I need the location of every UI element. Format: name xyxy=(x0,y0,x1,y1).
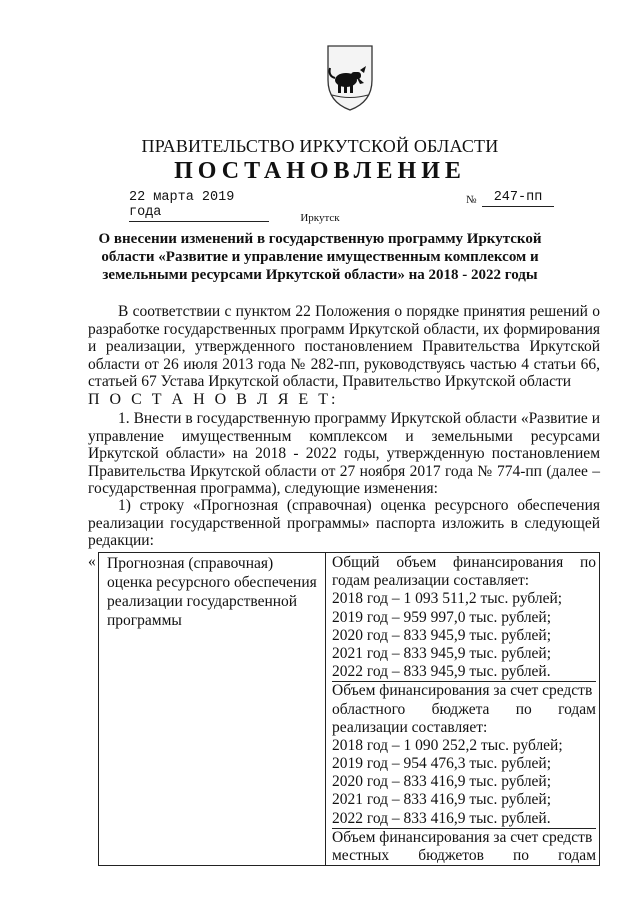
row-label-cell: Прогнозная (справочная) оценка ресурсного обеспечения реализации государственной программы xyxy=(99,553,326,866)
irkutsk-coat-of-arms-icon xyxy=(320,42,380,112)
value-line: реализации составляет: xyxy=(332,718,488,736)
value-line: 2021 год – 833 416,9 тыс. рублей; xyxy=(332,791,552,809)
preamble-paragraph: В соответствии с пунктом 22 Положения о порядке принятия решений о разработке государственных программ Иркутской области, их формирования и реализации, утвержденного постановлением Правительства Иркутской области от 26 июля 2013 года № 282-пп, руководствуясь частью 4 статьи 66, статьей 67 Устава Иркутской области, Правительство Иркутской области xyxy=(88,303,600,391)
opening-quote: « xyxy=(88,553,96,570)
value-line: 2019 год – 959 997,0 тыс. рублей; xyxy=(332,608,552,626)
item-1-paragraph: 1. Внести в государственную программу Иркутской области «Развитие и управление имущественным комплексом и земельными ресурсами Иркутской области» на 2018 - 2022 годы, утвержденную постановлением Правительства Иркутской области от 27 ноября 2017 года № 774-пп (далее – государственная программа), следующие изменения: xyxy=(88,410,600,498)
value-line: областного бюджета по годам xyxy=(332,700,596,718)
resolves-heading: П О С Т А Н О В Л Я Е Т: xyxy=(88,391,339,408)
value-line: 2021 год – 833 945,9 тыс. рублей; xyxy=(332,644,552,662)
value-line: 2022 год – 833 416,9 тыс. рублей. xyxy=(332,809,551,827)
value-line: 2022 год – 833 945,9 тыс. рублей. xyxy=(332,663,551,681)
value-line: годам реализации составляет: xyxy=(332,572,530,590)
value-line: 2020 год – 833 945,9 тыс. рублей; xyxy=(332,626,552,644)
decree-number: 247-пп xyxy=(482,190,554,207)
value-line: Общий объем финансирования по xyxy=(332,554,596,571)
number-label: № xyxy=(466,194,477,206)
item-1-1-paragraph: 1) строку «Прогнозная (справочная) оценка ресурсного обеспечения реализации государственной программы» паспорта изложить в следующей редакции: xyxy=(88,497,600,550)
decree-date: 22 марта 2019 года xyxy=(129,190,269,222)
value-line: 2018 год – 1 090 252,2 тыс. рублей; xyxy=(332,736,563,754)
value-line: 2020 год – 833 416,9 тыс. рублей; xyxy=(332,773,552,791)
value-line: Объем финансирования за счет средств xyxy=(332,828,596,847)
government-name: ПРАВИТЕЛЬСТВО ИРКУТСКОЙ ОБЛАСТИ xyxy=(141,136,499,156)
table-row xyxy=(99,553,600,866)
value-line: местных бюджетов по годам xyxy=(332,847,596,864)
value-line: 2019 год – 954 476,3 тыс. рублей; xyxy=(332,755,552,773)
row-value-cell xyxy=(326,553,600,866)
document-type: ПОСТАНОВЛЕНИЕ xyxy=(174,158,466,184)
passport-table xyxy=(98,552,600,866)
document-title: О внесении изменений в государственную программу Иркутской области «Развитие и управление имущественным комплексом и земельными ресурсами Иркутской области» на 2018 - 2022 годы xyxy=(98,231,542,283)
value-line: Объем финансирования за счет средств xyxy=(332,681,596,700)
value-line: 2018 год – 1 093 511,2 тыс. рублей; xyxy=(332,590,563,608)
city-name: Иркутск xyxy=(300,212,340,224)
